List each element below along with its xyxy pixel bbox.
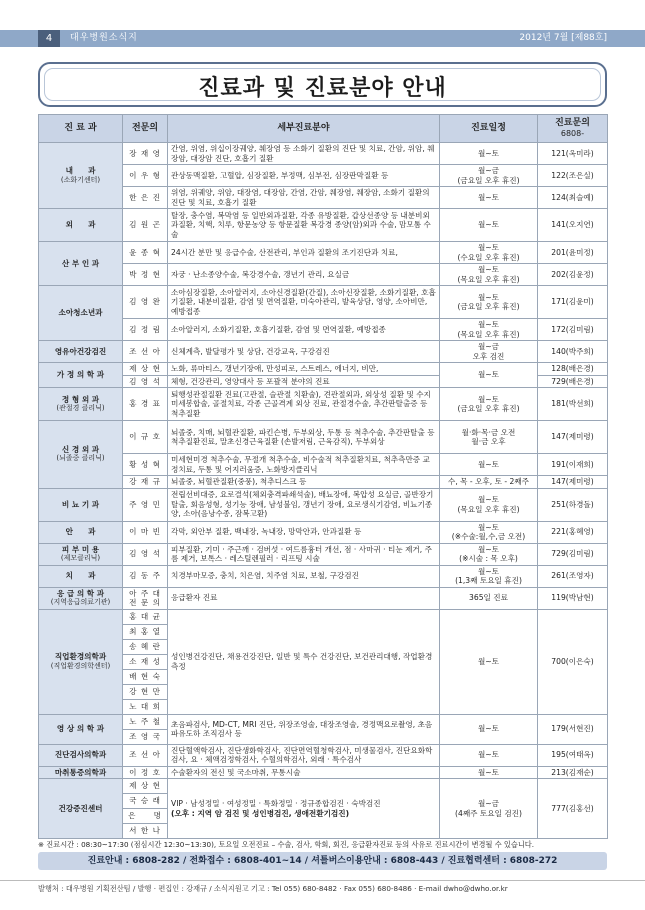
phone-cell: 221(홍혜영): [538, 521, 608, 543]
dept-subtitle: (지역응급의료기관): [50, 598, 111, 606]
schedule-cell: 월~토: [440, 609, 538, 714]
field-text: 뇌졸중, 뇌혈관질환(중풍), 척추디스크 등: [171, 477, 307, 486]
doctor-cell: 이 규 호: [123, 421, 168, 454]
dept-name: 건강증진센터: [58, 803, 103, 813]
doctor-name: 노 대 희: [129, 701, 161, 711]
field-cell: [168, 609, 440, 714]
publisher-info: 발행처 : 대우병원 기획전산팀 / 발행 · 편집인 : 강재규 / 소식지원고 기고 : Tel 055) 680-8482 · Fax 055) 680-8486 · E-mail dwho@dwho.or.kr: [0, 880, 645, 897]
table-row: [39, 165, 608, 187]
field-text: 소아심장질환, 소아알러지, 소아신경질환(간질), 소아신장질환, 소화기질환, 호흡기질환, 내분비질환, 감염 및 면역질환, 미숙아관리, 발육상담, 영양, 소아비만, 예방접종: [171, 287, 436, 316]
field-text: 초음파검사, MD-CT, MRI 진단, 위장조영술, 대장조영술, 경정맥요로촬영, 초음파유도하 조직검사 등: [171, 719, 433, 738]
table-row: [39, 242, 608, 264]
dept-cell: [39, 565, 123, 587]
field-cell: [168, 209, 440, 242]
field-text: 노화, 류마티스, 갱년기장애, 만성피로, 스트레스, 에너지, 비만,: [171, 364, 379, 373]
table-row: [39, 744, 608, 766]
table-row: [39, 609, 608, 714]
doctor-cell: 한 은 진: [123, 187, 168, 209]
doctor-cell: [123, 714, 168, 744]
issue-label: 2012년 7월 [제88호]: [519, 33, 607, 43]
phone-cell: 140(박주희): [538, 341, 608, 363]
field-cell: [168, 264, 440, 286]
field-cell: [168, 363, 440, 376]
table-row: [39, 565, 608, 587]
field-text: 뇌졸중, 치매, 뇌혈관질환, 파킨슨병, 두부외상, 두통 등 척추수술, 추간판탈출 등 척추질환진료, 말초신경근육질환 (손발저림, 근육감직), 두부외상: [171, 427, 435, 446]
schedule-cell: 월~토 (1,3째 토요일 휴진): [440, 565, 538, 587]
schedule-cell: 365일 진료: [440, 587, 538, 609]
phone-cell: 700(이은숙): [538, 609, 608, 714]
col-dept: 진 료 과: [39, 115, 123, 143]
phone-cell: 201(윤미정): [538, 242, 608, 264]
field-cell: [168, 543, 440, 565]
schedule-cell: 월~토: [440, 744, 538, 766]
dept-cell: [39, 714, 123, 744]
schedule-cell: 월~금 (4째주 토요일 검진): [440, 779, 538, 839]
doctor-cell: 김 원 곤: [123, 209, 168, 242]
field-text: 성인병건강진단, 채용건강진단, 일반 및 특수 건강진단, 보건관리대행, 작업환경측정: [171, 652, 433, 671]
dept-cell: [39, 388, 123, 421]
doctor-cell: 장 재 영: [123, 143, 168, 165]
dept-cell: [39, 587, 123, 609]
field-cell: [168, 242, 440, 264]
doctor-name: 서 한 나: [129, 826, 161, 835]
field-cell: [168, 319, 440, 341]
doctor-name: 홍 대 균: [123, 610, 167, 625]
dept-cell: [39, 286, 123, 341]
col-phone: 진료문의 6808-: [538, 115, 608, 143]
col-doctor: 전문의: [123, 115, 168, 143]
table-row: [39, 421, 608, 454]
phone-cell: 195(여태옥): [538, 744, 608, 766]
field-note: (오후 : 지역 암 검진 및 성인병검진, 생애전환기검진): [171, 808, 350, 818]
dept-name: 가 정 의 학 과: [56, 370, 105, 380]
table-row: [39, 319, 608, 341]
phone-cell: 128(배은경): [538, 363, 608, 376]
schedule-cell: 월~금 오후 검진: [440, 341, 538, 363]
phone-cell: 202(김윤정): [538, 264, 608, 286]
doctor-cell: 제 상 현: [123, 363, 168, 376]
field-cell: [168, 375, 440, 388]
field-text: 각막, 외안부 질환, 백내장, 녹내장, 망막안과, 안과질환 등: [171, 527, 362, 537]
doctor-name: 강 현 만: [123, 685, 167, 700]
table-row: [39, 363, 608, 376]
schedule-cell: 월~토 (금요일 오후 휴진): [440, 388, 538, 421]
doctor-name: 은 명: [123, 809, 167, 824]
newsletter-name: 대우병원소식지: [70, 33, 138, 43]
col-schedule: 진료일정: [440, 115, 538, 143]
schedule-cell: 월~토: [440, 209, 538, 242]
dept-name: 외 과: [65, 220, 96, 230]
field-text: 관상동맥질환, 고혈압, 심장질환, 부정맥, 심부전, 심장판막질환 등: [171, 170, 389, 180]
field-cell: [168, 341, 440, 363]
table-row: [39, 388, 608, 421]
table-row: [39, 476, 608, 489]
field-text: 전립선비대증, 요로결석(체외충격파쇄석술), 배뇨장애, 복압성 요실금, 골반장기 탈출, 회음성형, 성기능 장애, 남성불임, 갱년기 장애, 요로생식기감염, 비뇨기종양, 소아(음낭수종, 잠복고환): [171, 490, 434, 519]
page-number: 4: [38, 30, 60, 47]
dept-name: 소아청소년과: [58, 308, 103, 318]
table-row: [39, 521, 608, 543]
field-text: 소아알러지, 소화기질환, 호흡기질환, 감염 및 면역질환, 예방접종: [171, 324, 386, 334]
table-row: [39, 779, 608, 839]
table-row: [39, 187, 608, 209]
table-row: [39, 766, 608, 779]
doctor-name: 소 재 성: [123, 655, 167, 670]
dept-cell: [39, 421, 123, 489]
field-text: 24시간 분만 및 응급수술, 산전관리, 부인과 질환의 조기진단과 치료,: [171, 247, 398, 257]
dept-cell: [39, 488, 123, 521]
field-text: 간염, 위염, 위십이장궤양, 췌장염 등 소화기 질환의 진단 및 치료, 간암, 위암, 췌장암, 대장암 진단, 호흡기 질환: [171, 144, 435, 163]
doctor-cell: 윤 종 혁: [123, 242, 168, 264]
table-row: [39, 209, 608, 242]
dept-name: 마취통증의학과: [54, 767, 107, 777]
doctor-cell: 박 정 현: [123, 264, 168, 286]
dept-name: 영유아건강검진: [54, 346, 107, 356]
doctor-cell: 이 마 빈: [123, 521, 168, 543]
doctor-cell: 김 정 림: [123, 319, 168, 341]
phone-cell: 172(김미림): [538, 319, 608, 341]
doctor-name: 노 주 철: [123, 715, 167, 730]
field-text: 탈장, 충수염, 복막염 등 일반외과질환, 각종 유방질환, 갑상선종양 등 내분비외과질환, 치핵, 치루, 항문농양 등 항문질환 복강경 종양(암)외과 수술, 맘모톰 수술: [171, 210, 431, 239]
field-text: 신체계측, 발달평가 및 상담, 건강교육, 구강검진: [171, 346, 330, 356]
dept-cell: [39, 341, 123, 363]
dept-cell: [39, 209, 123, 242]
table-row: [39, 587, 608, 609]
phone-cell: 122(조은실): [538, 165, 608, 187]
schedule-cell: 월~토 (※시술 : 목 오후): [440, 543, 538, 565]
table-row: [39, 286, 608, 319]
schedule-cell: 월~토: [440, 363, 538, 388]
field-cell: [168, 421, 440, 454]
field-cell: [168, 476, 440, 489]
field-text: 퇴행성관절질환 진료(고관절, 슬관절 치환술), 견관절외과, 외상성 질환 및 수지미세봉합술, 골절치료, 각종 근골격계 외상 진료, 관절경수술, 추간판탈출증 등 척추질환: [171, 389, 431, 418]
schedule-cell: 월~토 (목요일 오후 휴진): [440, 264, 538, 286]
page-title: 진료과 및 진료분야 안내: [198, 76, 447, 101]
table-row: [39, 454, 608, 476]
doctor-cell: 이 우 형: [123, 165, 168, 187]
field-text: VIP · 남성정밀 · 여성정밀 · 특화정밀 · 정규종합검진 · 숙박검진: [171, 799, 381, 808]
phone-cell: 191(이재희): [538, 454, 608, 476]
phone-cell: 251(하경돌): [538, 488, 608, 521]
field-text: 진단혈액학검사, 진단생화학검사, 진단면역혈청학검사, 미생물검사, 진단요화학검사, 요 · 체액검정학검사, 수혈의학검사, 외래 · 특수검사: [171, 745, 433, 764]
doctor-name: 제 상 현: [123, 779, 167, 794]
dept-subtitle: (뇌졸중 클리닉): [56, 454, 105, 463]
doctor-cell: 김 영 석: [123, 375, 168, 388]
field-text: 수술환자의 전신 및 국소마취, 무통시술: [171, 767, 301, 777]
table-body: [39, 143, 608, 839]
dept-name: 영 상 의 학 과: [56, 724, 105, 734]
dept-name: 산 부 인 과: [61, 258, 100, 268]
field-text: 자궁 · 난소종양수술, 복강경수술, 갱년기 관리, 요실금: [171, 269, 350, 279]
phone-cell: 124(최슬예): [538, 187, 608, 209]
dept-subtitle: (직업환경의학센터): [50, 661, 111, 670]
dept-name: 피 부 미 용: [61, 544, 100, 554]
dept-cell: [39, 543, 123, 565]
schedule-cell: 월~토: [440, 187, 538, 209]
field-text: 위염, 위궤양, 위암, 대장염, 대장암, 간염, 간암, 췌장염, 췌장암, 소화기 질환의 진단 및 치료, 호흡기 질환: [171, 188, 430, 207]
phone-cell: 171(김윤미): [538, 286, 608, 319]
phone-cell: 729(김미림): [538, 543, 608, 565]
doctor-cell: [123, 779, 168, 839]
dept-subtitle: (관절경 클리닉): [56, 404, 105, 412]
hours-footnote: ※ 진료시간 : 08:30~17:30 (점심시간 12:30~13:30), 토요일 오전진료 – 수술, 검사, 학회, 회진, 응급환자진료 등의 사유로 진료시간이 변경될 수 있습니다.: [38, 840, 534, 849]
doctor-name: 배 현 숙: [123, 670, 167, 685]
doctor-cell: 황 성 혁: [123, 454, 168, 476]
doctor-cell: 조 선 아: [123, 341, 168, 363]
dept-cell: [39, 779, 123, 839]
dept-subtitle: (소화기센터): [60, 175, 101, 184]
doctor-cell: 조 선 아: [123, 744, 168, 766]
doctor-cell: 아 주 대 전 문 의: [123, 587, 168, 609]
dept-cell: [39, 744, 123, 766]
schedule-cell: 월~토: [440, 766, 538, 779]
phone-cell: 213(김재순): [538, 766, 608, 779]
doctor-name: 조 영 국: [129, 731, 161, 741]
field-cell: [168, 286, 440, 319]
dept-name: 치 과: [65, 571, 96, 581]
dept-name: 응 급 의 학 과: [56, 588, 105, 598]
col-field: 세부진료분야: [168, 115, 440, 143]
field-cell: [168, 488, 440, 521]
doctor-cell: 이 정 호: [123, 766, 168, 779]
schedule-cell: 월~토 (※수술:월,수,금 오전): [440, 521, 538, 543]
phone-cell: 179(서현진): [538, 714, 608, 744]
dept-cell: [39, 363, 123, 388]
title-box: [38, 62, 607, 107]
field-cell: [168, 714, 440, 744]
field-text: 피부질환, 기미 · 주근깨 · 검버섯 · 여드름흉터 개선, 점 · 사마귀 · 티눈 제거, 주름 제거, 보톡스 · 레스틸렌필러 · 리프팅 시술: [171, 544, 432, 563]
schedule-cell: 월~토 (금요일 오후 휴진): [440, 286, 538, 319]
field-cell: [168, 744, 440, 766]
doctor-cell: 김 영 석: [123, 543, 168, 565]
phone-cell: 141(오지연): [538, 209, 608, 242]
dept-name: 직업환경의학과: [54, 652, 107, 661]
doctor-cell: [123, 609, 168, 714]
dept-name: 안 과: [65, 527, 96, 537]
doctor-cell: 주 영 민: [123, 488, 168, 521]
dept-name: 정 형 외 과: [61, 394, 100, 404]
doctor-cell: 김 영 완: [123, 286, 168, 319]
schedule-cell: 월~토 (수요일 오후 휴진): [440, 242, 538, 264]
field-text: 치경부마모증, 충치, 치은염, 치주염 치료, 보철, 구강검진: [171, 571, 359, 581]
table-row: [39, 714, 608, 744]
schedule-cell: 월~토: [440, 714, 538, 744]
schedule-cell: 수, 목 - 오후, 토 - 2째주: [440, 476, 538, 489]
doctor-cell: 강 재 규: [123, 476, 168, 489]
field-cell: [168, 521, 440, 543]
doctor-cell: 홍 경 표: [123, 388, 168, 421]
doctor-name: 송 혜 란: [123, 640, 167, 655]
doctor-name: 최 홍 열: [123, 625, 167, 640]
dept-name: 비 뇨 기 과: [61, 499, 100, 509]
schedule-cell: 월~토: [440, 143, 538, 165]
dept-cell: [39, 766, 123, 779]
table-header-row: [39, 115, 608, 143]
field-cell: [168, 454, 440, 476]
dept-name: 내 과: [65, 166, 96, 175]
field-cell: [168, 388, 440, 421]
schedule-cell: 월~토 (목요일 오후 휴진): [440, 488, 538, 521]
field-cell: [168, 779, 440, 839]
department-table: [38, 114, 608, 839]
doctor-cell: 김 동 주: [123, 565, 168, 587]
schedule-cell: 월~금 (금요일 오후 휴진): [440, 165, 538, 187]
phone-cell: 777(김홍선): [538, 779, 608, 839]
field-text: 체형, 건강관리, 영양대사 등 포괄적 분야의 진료: [171, 376, 330, 386]
table-row: [39, 543, 608, 565]
dept-cell: [39, 242, 123, 286]
phone-cell: 147(제미령): [538, 421, 608, 454]
field-text: 응급환자 진료: [171, 593, 218, 603]
phone-cell: 119(박남현): [538, 587, 608, 609]
field-cell: [168, 565, 440, 587]
dept-cell: [39, 521, 123, 543]
header-bar: [0, 30, 645, 47]
phone-cell: 729(배은경): [538, 375, 608, 388]
schedule-cell: 월~토: [440, 454, 538, 476]
dept-name: 신 경 외 과: [61, 444, 100, 454]
dept-name: 진단검사의학과: [54, 750, 107, 760]
field-cell: [168, 187, 440, 209]
dept-cell: [39, 609, 123, 714]
table-row: [39, 143, 608, 165]
field-cell: [168, 766, 440, 779]
field-text: 미세현미경 척추수술, 무절개 척추수술, 비수술적 척추질환치료, 척추측만증 교정치료, 두통 및 어지러움증, 노화방지클리닉: [171, 455, 430, 474]
phone-cell: 147(제미령): [538, 476, 608, 489]
schedule-cell: 월~토 (목요일 오후 휴진): [440, 319, 538, 341]
doctor-name: 국 승 래: [123, 794, 167, 809]
phone-cell: 261(조영자): [538, 565, 608, 587]
table-row: [39, 341, 608, 363]
dept-cell: [39, 143, 123, 209]
phone-cell: 121(옥미라): [538, 143, 608, 165]
table-row: [39, 488, 608, 521]
field-cell: [168, 587, 440, 609]
schedule-cell: 월·화·목·금 오전 월·금 오후: [440, 421, 538, 454]
phone-cell: 181(박선희): [538, 388, 608, 421]
table-row: [39, 264, 608, 286]
dept-subtitle: (제모클리닉): [60, 554, 101, 562]
field-cell: [168, 165, 440, 187]
field-cell: [168, 143, 440, 165]
contact-bar: 진료안내 : 6808-282 / 전화접수 : 6808-401~14 / 셔틀버스이용안내 : 6808-443 / 진료협력센터 : 6808-272: [38, 852, 607, 870]
